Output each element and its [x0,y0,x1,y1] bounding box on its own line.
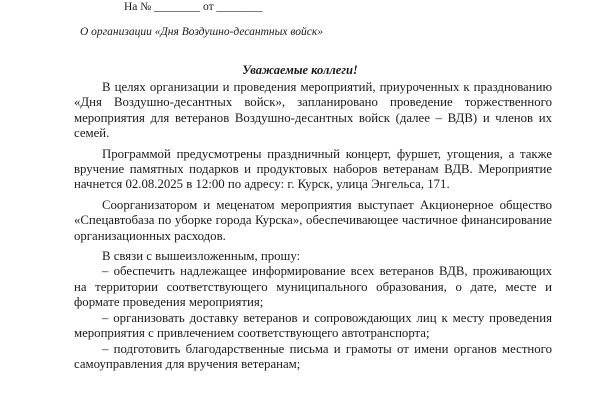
paragraph-sponsor: Соорганизатором и меценатом мероприятия выступает Акционерное общество «Спецавтобаза по уборке города Курска», обеспечивающее частичное финансирование организационных расходов. [74,197,552,243]
reference-number-line: На № ________ от ________ [124,1,263,13]
paragraph-program: Программой предусмотрены праздничный концерт, фуршет, угощения, а также вручение памятных подарков и продуктовых наборов ветеранам ВДВ. Мероприятие начнется 02.08.2025 в 12:00 по адресу: г. Курск, улица Энгельса, 171. [74,146,552,192]
paragraph-purpose: В целях организации и проведения мероприятий, приуроченных к празднованию «Дня Воздушно-десантных войск», запланировано проведение торжественного мероприятия для ветеранов Воздушно-десантных войск (далее – ВДВ) и членов их семей. [74,80,552,141]
request-item-letters: – подготовить благодарственные письма и грамоты от имени органов местного самоуправления для вручения ветеранам; [74,341,552,371]
paragraph-request-intro: В связи с вышеизложенным, прошу: [102,249,301,264]
letter-subject: О организации «Дня Воздушно-десантных войск» [80,26,323,38]
salutation: Уважаемые коллеги! [242,63,358,77]
letter-body [74,80,552,372]
request-item-transport: – организовать доставку ветеранов и сопровождающих лиц к месту проведения мероприятия с привлечением соответствующего автотранспорта; [74,310,552,341]
request-item-inform: – обеспечить надлежащее информирование всех ветеранов ВДВ, проживающих на территории соответствующего муниципального образования, о дате, месте и формате проведения мероприятия; [74,264,552,310]
